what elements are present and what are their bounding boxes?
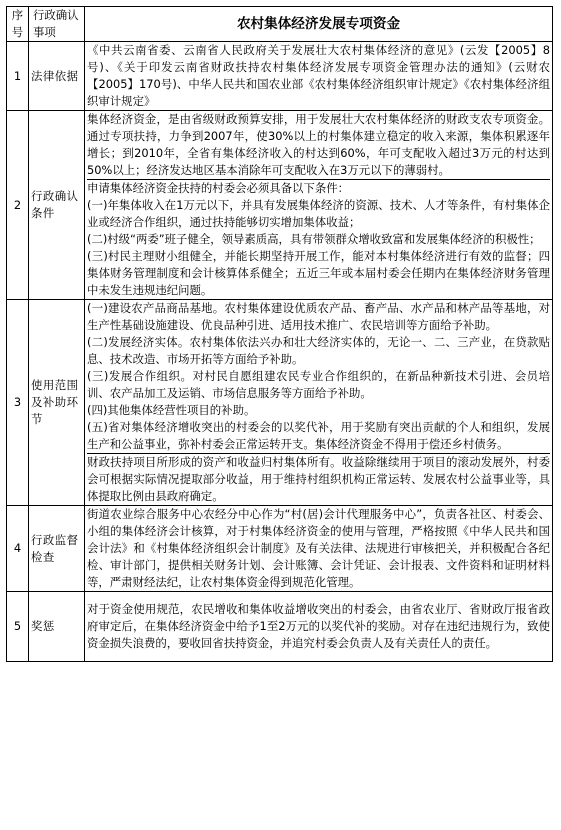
table-row-conditions bbox=[7, 111, 553, 300]
content-paragraph: (三)村民主理财小组健全，并能长期坚持开展工作，能对本村集体经济进行有效的监督；四集体财务管理制度和会计核算体系健全；五近三年或本届村委会任期内在集体经济财务管理中未发生违规违纪问题。 bbox=[87, 249, 550, 297]
row-content bbox=[85, 42, 553, 111]
content-paragraph: 申请集体经济资金扶持的村委会必须具备以下条件： bbox=[87, 181, 349, 195]
content-paragraph: 财政扶持项目所形成的资产和收益归村集体所有。收益除继续用于项目的滚动发展外，村委会可根据实际情况提取部分收益，用于维持村组织机构正常运转、发展农村公益事业等，具体提取比例由县政府确定。 bbox=[87, 455, 550, 503]
content-paragraph: (二)发展经济实体。农村集体依法兴办和壮大经济实体的，无论一、二、三产业，在贷款贴息、技术改造、市场开拓等方面给予补助。 bbox=[87, 335, 550, 366]
row-no: 5 bbox=[7, 592, 29, 662]
content-paragraph: (五)省对集体经济增收突出的村委会的以奖代补，用于奖励有突出贡献的个人和组织，发展生产和公益事业，弥补村委会正常运转开支。集体经济资金不得用于偿还乡村债务。 bbox=[87, 420, 550, 451]
inner-divider bbox=[87, 179, 550, 299]
header-no: 序号 bbox=[7, 7, 29, 42]
table-row-legal-basis bbox=[7, 42, 553, 111]
header-item: 行政确认事项 bbox=[29, 7, 85, 42]
content-paragraph: (四)其他集体经营性项目的补助。 bbox=[87, 403, 256, 417]
table-row-rewards bbox=[7, 592, 553, 662]
content-paragraph: (一)年集体收入在1万元以下，并具有发展集体经济的资源、技术、人才等条件，有村集体企业或经济合作组织，通过扶持能够切实增加集体收益； bbox=[87, 198, 550, 229]
table-title: 农村集体经济发展专项资金 bbox=[85, 7, 553, 42]
table-row-supervision bbox=[7, 506, 553, 592]
content-paragraph: (一)建设农产品商品基地。农村集体建设优质农产品、畜产品、水产品和林产品等基地，对生产性基础设施建设、优良品种引进、适用技术推广、农民培训等方面给予补助。 bbox=[87, 301, 550, 332]
row-no: 3 bbox=[7, 300, 29, 506]
content-paragraph: 对于资金使用规范，农民增收和集体收益增收突出的村委会，由省农业厅、省财政厅报省政府审定后，在集体经济资金中给予1至2万元的以奖代补的奖励。对存在违纪违规行为，致使资金损失浪费的，要收回省扶持资金，并追究村委会负责人及有关责任人的责任。 bbox=[87, 602, 550, 650]
table-row-scope bbox=[7, 300, 553, 506]
row-item: 使用范围及补助环节 bbox=[29, 300, 85, 506]
content-paragraph: 《中共云南省委、云南省人民政府关于发展壮大农村集体经济的意见》(云发【2005】8号)、《关于印发云南省财政扶持农村集体经济发展专项资金管理办法的通知》(云财农【2005】170号)、中华人民共和国农业部《农村集体经济组织审计规定》《农村集体经济组织审计规定》 bbox=[87, 43, 550, 108]
content-paragraph: 街道农业综合服务中心农经分中心作为“村(居)会计代理服务中心”，负责各社区、村委会、小组的集体经济会计核算，对于村集体经济资金的使用与管理，严格按照《中华人民共和国会计法》和《村集体经济组织会计制度》及有关法律、法规进行审核把关，并积极配合各纪检、审计部门，提供相关财务计划、会计账簿、会计凭证、会计报表、文件资料和证明材料等，严肃财经法纪，让农村集体资金得到规范化管理。 bbox=[87, 507, 550, 589]
row-item: 行政监督检查 bbox=[29, 506, 85, 592]
row-no: 4 bbox=[7, 506, 29, 592]
content-paragraph: (三)发展合作组织。对村民自愿组建农民专业合作组织的，在新品种新技术引进、会员培训、农产品加工及运销、市场信息服务等方面给予补助。 bbox=[87, 369, 550, 400]
row-content bbox=[85, 300, 553, 506]
row-item: 法律依据 bbox=[29, 42, 85, 111]
inner-divider bbox=[87, 453, 550, 505]
row-item: 奖惩 bbox=[29, 592, 85, 662]
content-paragraph: (二)村级“两委”班子健全，领导素质高，具有带领群众增收致富和发展集体经济的积极性； bbox=[87, 232, 541, 246]
row-item: 行政确认条件 bbox=[29, 111, 85, 300]
row-no: 1 bbox=[7, 42, 29, 111]
row-content bbox=[85, 111, 553, 300]
row-content bbox=[85, 592, 553, 662]
policy-table bbox=[6, 6, 553, 662]
content-paragraph: 集体经济资金，是由省级财政预算安排，用于发展壮大农村集体经济的财政支农专项资金。通过专项扶持，力争到2007年，使30%以上的村集体建立稳定的收入来源，集体积累逐年增长；到2010年，全省有集体经济收入的村达到60%，年可支配收入超过3万元的村达到50%以上；经济发达地区基本消除年可支配收入在3万元以下的薄弱村。 bbox=[87, 112, 550, 177]
header-row bbox=[7, 7, 553, 42]
row-no: 2 bbox=[7, 111, 29, 300]
row-content bbox=[85, 506, 553, 592]
